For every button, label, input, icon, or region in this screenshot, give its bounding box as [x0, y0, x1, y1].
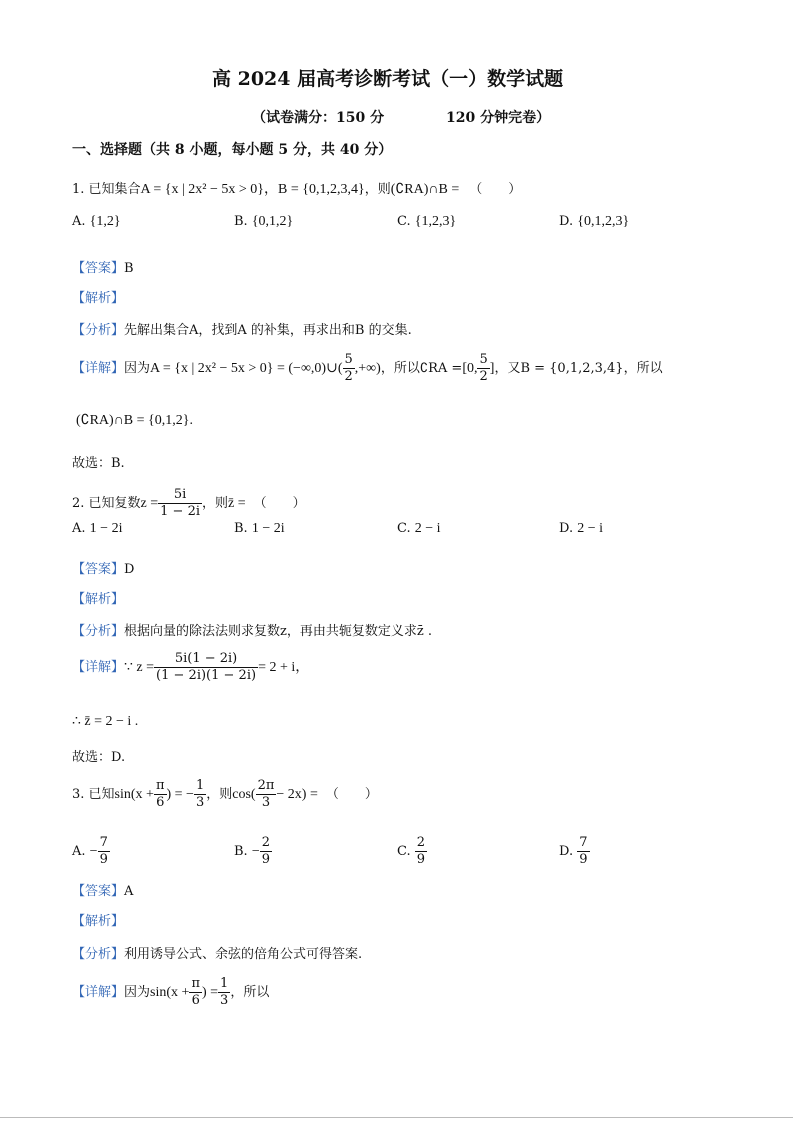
q2-answer — [72, 558, 134, 577]
detail-prefix: 因为 — [124, 985, 151, 1000]
frac-den: 3 — [220, 993, 229, 1008]
q3-option-c — [397, 835, 427, 868]
option-text: 2 − i — [577, 521, 604, 536]
frac-den: 6 — [156, 795, 165, 810]
q1-expr: (∁RA)∩B = — [390, 182, 460, 197]
q1-answer — [72, 257, 134, 276]
q3-option-b — [234, 835, 272, 868]
detail-rhs: = 2 + i， — [258, 660, 310, 675]
frac-den: 6 — [191, 993, 200, 1008]
q2-choose: 故选：D. — [72, 750, 126, 765]
fenxi-tag: 【分析】 — [72, 624, 125, 639]
option-fraction — [260, 835, 272, 868]
detail-interval-left: [0, — [462, 361, 478, 376]
detail-sin-pre: sin(x + — [150, 985, 190, 1000]
frac-num: 5 — [344, 352, 353, 367]
q3-stem — [72, 778, 378, 811]
frac-den: (1 − 2i)(1 − 2i) — [156, 668, 257, 683]
frac-den: 2 — [479, 369, 488, 384]
detail-math-end: ,+∞) — [354, 361, 381, 376]
q1-fraction-2 — [477, 352, 489, 385]
q1-setB: ，B = {0,1,2,3,4} — [264, 182, 365, 197]
fenxi-tag: 【分析】 — [72, 947, 125, 962]
section-heading: 一、选择题（共 8 小题，每小题 5 分，共 40 分） — [72, 142, 393, 158]
detail-prefix: 因为 — [124, 361, 151, 376]
detail-tag: 【详解】 — [72, 660, 125, 675]
frac-num: 5 — [479, 352, 488, 367]
frac-num: 5i — [158, 487, 202, 504]
option-letter: C. — [397, 844, 411, 859]
q3-value-fraction — [194, 778, 206, 811]
page-bottom-rule — [0, 1117, 793, 1118]
detail-math: A = {x | 2x² − 5x > 0} = (−∞,0)∪ — [150, 361, 338, 376]
q3-paren: （ ） — [325, 787, 378, 802]
q2-lhs: z = — [140, 496, 159, 511]
q3-sin-pre: sin(x + — [114, 787, 154, 802]
q2-ask-expr: z̄ = — [228, 496, 246, 511]
option-letter: B. — [234, 844, 248, 859]
detail-sin-fraction — [189, 976, 202, 1009]
option-fraction — [577, 835, 589, 868]
q1-detail: 【详解】因为A = {x | 2x² − 5x > 0} = (−∞,0)∪( $\frac{5}{2}$ ,+∞)，所以∁RA =[0, $\frac{5}{2}$ ]，又B = {0,1,2,3,4}，所以 — [72, 352, 663, 384]
option-letter: C. — [397, 214, 411, 229]
answer-tag: 【答案】 — [72, 562, 125, 577]
frac-den: 9 — [416, 852, 426, 867]
frac-num: 7 — [579, 835, 588, 850]
answer-tag: 【答案】 — [72, 261, 125, 276]
frac-num: 7 — [99, 835, 108, 850]
q2-prefix: 2. 已知复数 — [72, 496, 141, 511]
q1-stem — [72, 178, 521, 198]
q2-option-c — [397, 521, 441, 537]
answer-value: D — [124, 562, 135, 577]
q1-choose: 故选：B. — [72, 456, 125, 471]
q3-detail — [72, 976, 269, 1009]
frac-den: 3 — [195, 795, 205, 810]
q3-cos-pre: cos( — [232, 787, 256, 802]
fenxi-text: 根据向量的除法法则求复数z，再由共轭复数定义求z̄ . — [124, 624, 432, 639]
detail-tag: 【详解】 — [72, 985, 125, 1000]
q2-fenxi — [72, 620, 432, 639]
option-text: {0,1,2,3} — [577, 214, 630, 229]
option-letter: D. — [559, 521, 574, 536]
q3-option-a — [72, 835, 110, 868]
q1-setA: A = {x | 2x² − 5x > 0} — [140, 182, 265, 197]
frac-den: 9 — [261, 852, 271, 867]
detail-value-fraction — [218, 976, 230, 1009]
frac-num: 2π — [257, 778, 275, 793]
option-letter: D. — [559, 214, 574, 229]
frac-den: 9 — [99, 852, 108, 867]
option-letter: B. — [234, 521, 248, 536]
option-text: 1 − 2i — [89, 521, 123, 536]
option-letter: A. — [72, 844, 86, 859]
q1-ask: ，则 — [364, 182, 391, 197]
fenxi-tag: 【分析】 — [72, 323, 125, 338]
option-letter: C. — [397, 521, 411, 536]
page-title: 高 2024 届高考诊断考试（一）数学试题 — [212, 68, 564, 90]
q3-fenxi — [72, 943, 362, 962]
option-fraction — [415, 835, 427, 868]
frac-num: 5i(1 − 2i) — [154, 651, 258, 668]
q1-fenxi — [72, 319, 412, 338]
detail-end: ，所以 — [230, 985, 270, 1000]
option-text: {0,1,2} — [251, 214, 294, 229]
q2-fraction — [158, 487, 202, 520]
fenxi-text: 利用诱导公式、余弦的倍角公式可得答案. — [124, 947, 363, 962]
q1-detail-line2: (∁RA)∩B = {0,1,2}. — [76, 413, 193, 428]
frac-den: 9 — [579, 852, 588, 867]
option-fraction — [98, 835, 110, 868]
detail-mid2: ，又B = {0,1,2,3,4}，所以 — [494, 361, 663, 376]
option-sign: − — [89, 844, 98, 859]
q2-detail — [72, 651, 309, 684]
q1-option-c — [397, 214, 456, 230]
frac-den: 2 — [344, 369, 353, 384]
frac-den: 3 — [261, 795, 271, 810]
q2-paren: （ ） — [253, 496, 306, 511]
detail-mid: ，所以∁RA = — [380, 361, 463, 376]
option-letter: A. — [72, 214, 86, 229]
detail-interval-right: ] — [489, 361, 495, 376]
q3-option-d — [559, 835, 590, 868]
answer-value: A — [124, 884, 134, 899]
q3-ask: ，则 — [206, 787, 233, 802]
q3-cos-post: − 2x) = — [276, 787, 318, 802]
detail-sin-post: ) = — [201, 985, 219, 1000]
q2-option-d — [559, 521, 603, 537]
q2-ask: ，则 — [202, 496, 229, 511]
option-text: {1,2,3} — [414, 214, 457, 229]
option-text: 1 − 2i — [251, 521, 285, 536]
q1-paren: （ ） — [469, 182, 522, 197]
frac-num: π — [155, 778, 165, 793]
q2-option-b — [234, 521, 285, 537]
q3-sin-fraction — [154, 778, 167, 811]
option-text: {1,2} — [89, 214, 121, 229]
q3-analysis-tag: 【解析】 — [72, 914, 125, 929]
frac-num: 2 — [261, 835, 271, 850]
q2-option-a — [72, 521, 122, 537]
option-letter: A. — [72, 521, 86, 536]
frac-den: 1 − 2i — [160, 504, 201, 519]
q3-answer — [72, 880, 133, 899]
q3-prefix: 3. 已知 — [72, 787, 115, 802]
q1-option-a — [72, 214, 121, 230]
option-sign: − — [251, 844, 260, 859]
subtitle-time: 120 分钟完卷） — [446, 110, 551, 126]
q1-option-b — [234, 214, 293, 230]
subtitle-score: （试卷满分：150 分 — [252, 110, 385, 126]
option-letter: D. — [559, 844, 574, 859]
frac-num: 1 — [220, 976, 229, 991]
q2-detail-line2: ∴ z̄ = 2 − i . — [72, 714, 139, 729]
fenxi-text: 先解出集合A，找到A 的补集，再求出和B 的交集. — [124, 323, 412, 338]
q1-option-d — [559, 214, 629, 230]
detail-tag: 【详解】 — [72, 361, 125, 376]
q1-fraction — [343, 352, 355, 385]
frac-num: 2 — [416, 835, 426, 850]
answer-value: B — [124, 261, 134, 276]
q1-analysis-tag: 【解析】 — [72, 291, 125, 306]
answer-tag: 【答案】 — [72, 884, 125, 899]
frac-num: π — [191, 976, 200, 991]
q2-analysis-tag: 【解析】 — [72, 592, 125, 607]
detail-lhs: ∵ z = — [124, 660, 155, 675]
option-text: 2 − i — [414, 521, 441, 536]
q1-prefix: 1. 已知集合 — [72, 182, 141, 197]
frac-num: 1 — [195, 778, 205, 793]
option-letter: B. — [234, 214, 248, 229]
q2-detail-fraction — [154, 651, 258, 684]
q3-cos-fraction — [256, 778, 277, 811]
q2-stem — [72, 487, 306, 520]
q3-sin-post: ) = − — [166, 787, 194, 802]
